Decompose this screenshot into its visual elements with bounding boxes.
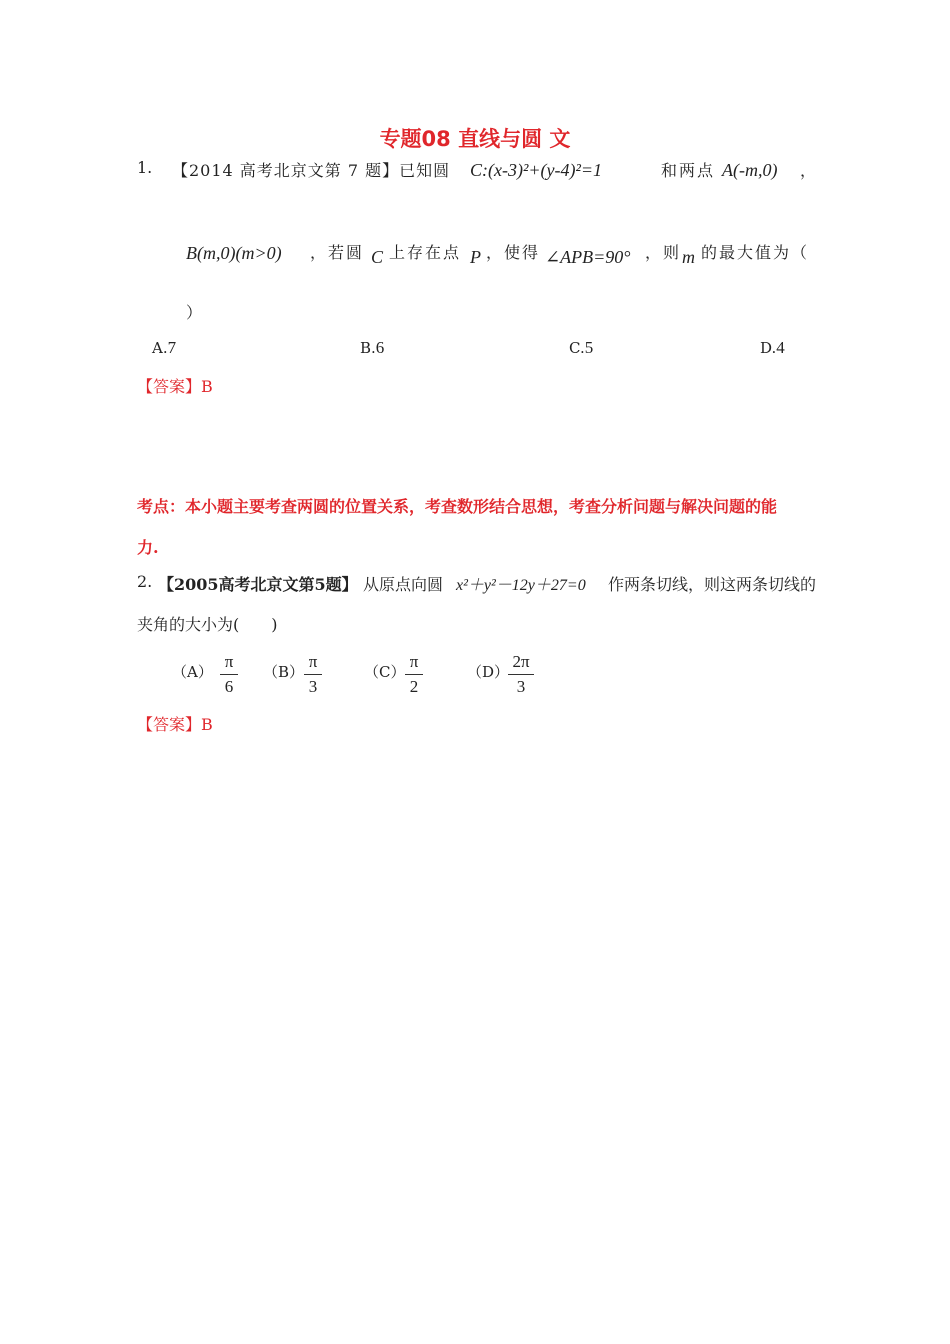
page-title: 专题08 直线与圆 文	[379, 127, 571, 151]
q1-text-if: ，若圆	[310, 243, 365, 262]
fraction-denominator: 6	[224, 677, 234, 696]
fraction-denominator: 3	[516, 677, 526, 696]
answer-label: 【答案】	[137, 377, 202, 396]
q1-option-d	[760, 338, 785, 358]
q2-option-d-label: （D）	[467, 663, 510, 681]
q2-text-tangent: 作两条切线，则这两条切线的	[608, 575, 817, 594]
q2-option-c-label: （C）	[364, 663, 406, 681]
option-value: 5	[584, 338, 594, 357]
q2-number: 2.	[137, 572, 153, 591]
q1-text-such: ，使得	[486, 243, 541, 262]
option-label: D.	[760, 339, 777, 357]
option-value: 6	[375, 338, 385, 357]
q2-text-line2: 夹角的大小为( )	[137, 615, 278, 634]
q1-answer	[137, 374, 213, 397]
option-label: A.	[152, 339, 168, 357]
q1-close-paren: ）	[186, 303, 203, 322]
q2-source: 【2005高考北京文第5题】	[158, 575, 358, 594]
q2-option-a-fraction	[220, 652, 238, 697]
option-value: 4	[776, 338, 785, 357]
q1-m-symbol: m	[682, 247, 695, 267]
q2-answer	[137, 712, 213, 735]
q1-note: 考点：本小题主要考查两圆的位置关系，考查数形结合思想，考查分析问题与解决问题的能	[137, 497, 778, 516]
q2-option-a-label: （A）	[172, 663, 213, 681]
option-value: 7	[167, 338, 177, 357]
q1-option-a	[152, 338, 176, 358]
q1-circle-expression: C:(x-3)²+(y-4)²=1	[470, 160, 603, 180]
q1-source: 【2014 高考北京文第 7 题】已知圆	[172, 161, 451, 180]
q1-p-symbol: P	[470, 247, 481, 267]
q1-and-points: 和两点	[661, 161, 716, 180]
fraction-numerator: π	[409, 652, 419, 671]
fraction-numerator: π	[224, 652, 234, 671]
q2-option-b-label: （B）	[263, 663, 305, 681]
answer-value: B	[201, 377, 213, 396]
fraction-bar	[304, 674, 322, 675]
q1-text-max: 的最大值为（	[701, 243, 810, 262]
q1-point-b: B(m,0)(m>0)	[186, 243, 282, 263]
q1-number: 1.	[137, 158, 153, 177]
q1-comma: ，	[800, 161, 817, 180]
q1-option-b	[360, 338, 384, 358]
option-label: C.	[569, 339, 585, 357]
q1-option-c	[569, 338, 593, 358]
fraction-bar	[220, 674, 238, 675]
q1-text-then: ，则	[645, 243, 682, 262]
q2-option-b-fraction	[304, 652, 322, 697]
q1-text-exists: 上存在点	[389, 243, 462, 262]
q1-point-a: A(-m,0)	[722, 160, 778, 180]
fraction-denominator: 3	[308, 677, 318, 696]
option-label: B.	[360, 339, 376, 357]
q2-circle-expression: x²＋y²－12y＋27=0	[456, 577, 586, 594]
answer-label: 【答案】	[137, 715, 202, 734]
answer-value: B	[201, 715, 213, 734]
fraction-denominator: 2	[409, 677, 419, 696]
fraction-numerator: 2π	[512, 652, 530, 671]
q1-angle-expression: ∠APB=90°	[545, 247, 631, 267]
q2-text-from: 从原点向圆	[363, 575, 444, 594]
fraction-numerator: π	[308, 652, 318, 671]
q1-c-symbol: C	[371, 247, 384, 267]
fraction-bar	[405, 674, 423, 675]
fraction-bar	[508, 674, 534, 675]
q2-option-d-fraction	[508, 652, 534, 697]
q2-option-c-fraction	[405, 652, 423, 697]
q1-note-continued: 力.	[137, 538, 159, 557]
